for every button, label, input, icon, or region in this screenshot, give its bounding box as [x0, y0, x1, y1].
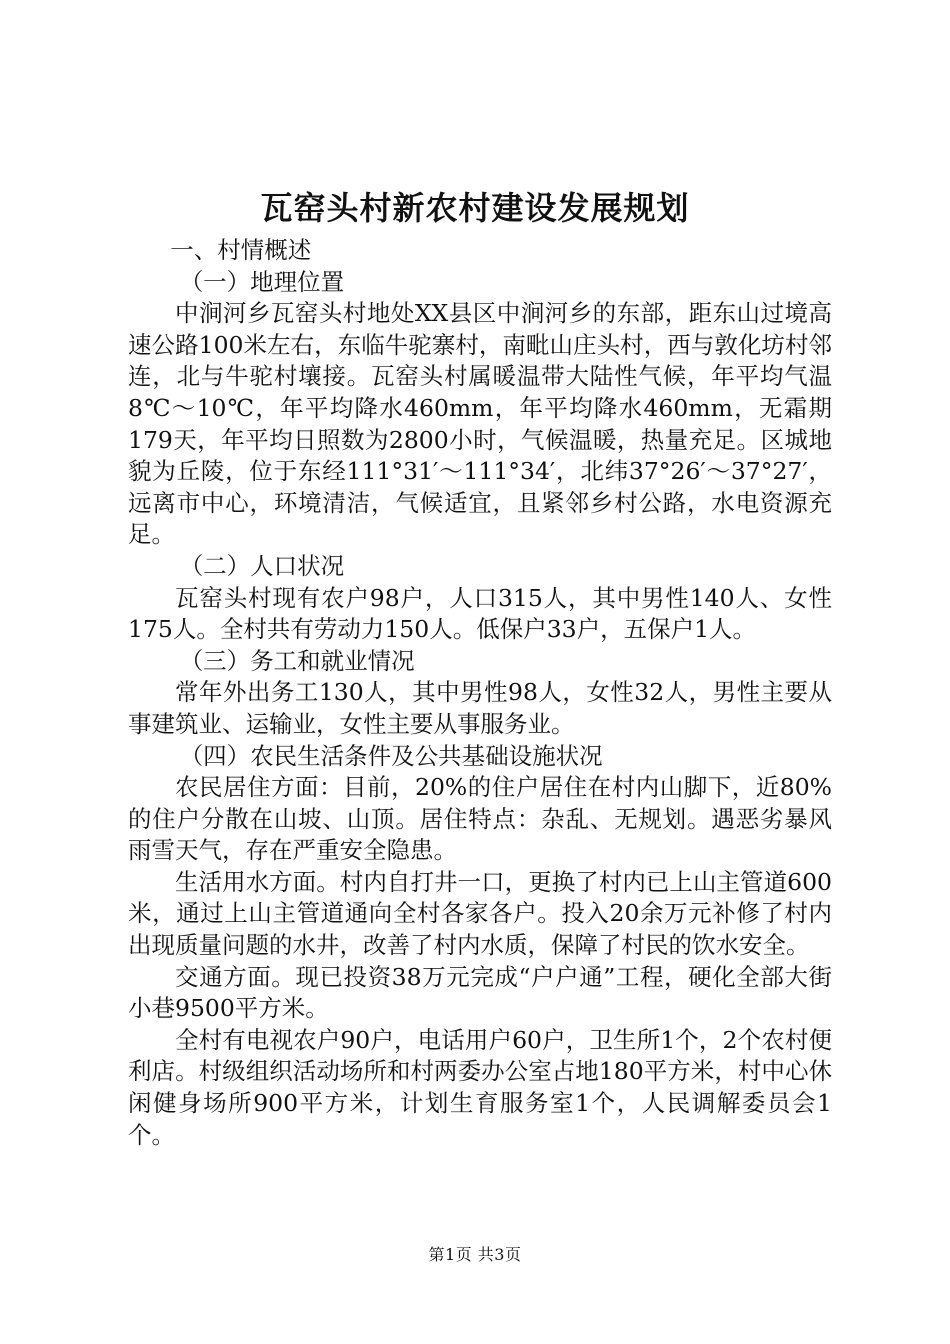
paragraph-population: 瓦窑头村现有农户98户，人口315人，其中男性140人、女性175人。全村共有劳动力150人。低保户33户，五保户1人。 — [128, 583, 832, 644]
paragraph-water: 生活用水方面。村内自打井一口，更换了村内已上山主管道600米，通过上山主管道通向全村各家各户。投入20余万元补修了村内出现质量问题的水井，改善了村内水质，保障了村民的饮水安全。 — [128, 867, 832, 960]
page-number-footer: 第1页 共3页 — [428, 1245, 522, 1264]
section-heading: 一、村情概述 — [170, 236, 312, 264]
subsection-heading-employment: （三）务工和就业情况 — [179, 646, 415, 675]
subsection-heading-location: （一）地理位置 — [179, 267, 345, 296]
paragraph-location: 中涧河乡瓦窑头村地处XX县区中涧河乡的东部，距东山过境高速公路100米左右，东临牛驼寨村，南毗山庄头村，西与敦化坊村邻连，北与牛驼村壤接。瓦窑头村属暖温带大陆性气候，年平均气温8℃～10℃，年平均降水460mm，年平均降水460mm，无霜期179天，年平均日照数为2800小时，气候温暖，热量充足。区城地貌为丘陵，位于东经111°31′～111°34′，北纬37°26′～37°27′，远离市中心，环境清洁，气候适宜，且紧邻乡村公路，水电资源充足。 — [128, 299, 832, 549]
paragraph-facilities: 全村有电视农户90户，电话用户60户，卫生所1个，2个农村便利店。村级组织活动场所和村两委办公室占地180平方米，村中心休闲健身场所900平方米，计划生育服务室1个，人民调解委员会1个。 — [128, 1025, 832, 1149]
document-title: 瓦窑头村新农村建设发展规划 — [260, 189, 690, 227]
subsection-heading-living-conditions: （四）农民生活条件及公共基础设施状况 — [179, 741, 603, 770]
paragraph-employment: 常年外出务工130人，其中男性98人，女性32人，男性主要从事建筑业、运输业，女性主要从事服务业。 — [128, 678, 832, 738]
paragraph-transport: 交通方面。现已投资38万元完成“户户通”工程，硬化全部大街小巷9500平方米。 — [128, 962, 832, 1023]
document-body — [128, 235, 832, 1151]
paragraph-housing: 农民居住方面：目前，20%的住户居住在村内山脚下，近80%的住户分散在山坡、山顶。居住特点：杂乱、无规划。遇恶劣暴风雨雪天气，存在严重安全隐患。 — [128, 773, 832, 865]
subsection-heading-population: （二）人口状况 — [179, 551, 345, 580]
